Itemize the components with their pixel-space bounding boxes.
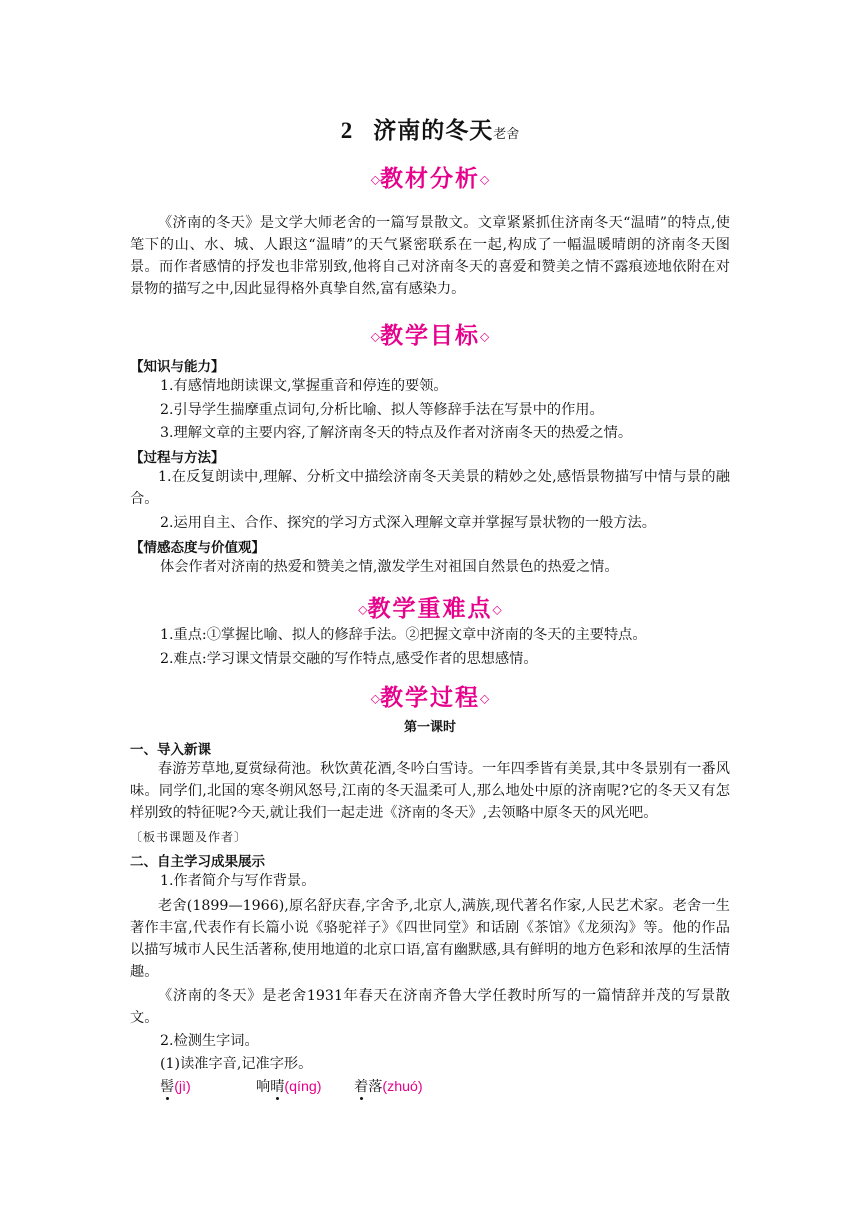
intro-paragraph: 春游芳草地,夏赏绿荷池。秋饮黄花酒,冬吟白雪诗。一年四季皆有美景,其中冬景别有一番风味。同学们,北国的寒冬朔风怒号,江南的冬天温柔可人,那么地处中原的济南呢?它的冬天又有怎样别致的特征呢?今天,就让我们一起走进《济南的冬天》,去领略中原冬天的风光吧。 [130,761,730,821]
vocab-item [354,1076,423,1096]
process-item: 1.作者简介与写作背景。 [160,873,316,889]
vocab-char: 落 [368,1079,383,1095]
vocab-pinyin: (zhuó) [382,1079,423,1095]
diamond-icon: ◇ [370,329,380,344]
emotion-heading: 【情感态度与价值观】 [130,540,265,556]
key-point-item: 1.重点:①掌握比喻、拟人的修辞手法。②把握文章中济南的冬天的主要特点。 [160,627,647,643]
section-heading-key-points: ◇教学重难点◇ [358,596,502,622]
goal-item: 体会作者对济南的热爱和赞美之情,激发学生对祖国自然景色的热爱之情。 [160,559,619,575]
vocab-pinyin: (qíng) [284,1079,322,1095]
vocab-item [256,1076,321,1096]
section-heading-goals: ◇教学目标◇ [370,323,490,349]
section-heading-analysis: ◇教材分析◇ [370,166,490,192]
background-paragraph: 《济南的冬天》是老舍1931年春天在济南齐鲁大学任教时所写的一篇情辞并茂的写景散文。 [130,988,730,1026]
section-heading-process: ◇教学过程◇ [370,685,490,711]
part2-heading: 二、自主学习成果展示 [130,854,265,870]
vocab-pinyin: (jì) [174,1079,191,1095]
board-note: 〔板书课题及作者〕 [130,830,248,844]
lesson-title: 济南的冬天 [373,118,494,144]
lesson-period: 第一课时 [403,720,456,735]
vocab-char: 髻 [160,1079,175,1095]
process-item: (1)读准字音,记准字形。 [160,1056,313,1072]
vocab-char: 响 [256,1079,271,1095]
diamond-icon: ◇ [370,691,380,706]
goal-item: 2.引导学生揣摩重点词句,分析比喻、拟人等修辞手法在写景中的作用。 [160,402,604,418]
key-point-item: 2.难点:学习课文情景交融的写作特点,感受作者的思想感情。 [160,651,538,667]
goal-item: 1.在反复朗读中,理解、分析文中描绘济南冬天美景的精妙之处,感悟景物描写中情与景的融合。 [130,469,730,507]
part1-heading: 一、导入新课 [130,742,211,758]
page-title [130,112,730,145]
diamond-icon: ◇ [370,172,380,187]
process-item: 2.检测生字词。 [160,1033,259,1049]
vocab-item [160,1076,191,1096]
vocab-char: 晴 [270,1079,285,1095]
diamond-icon: ◇ [492,602,502,617]
goal-item: 1.有感情地朗读课文,掌握重音和停连的要领。 [160,378,448,394]
goal-item: 2.运用自主、合作、探究的学习方式深入理解文章并掌握写景状物的一般方法。 [160,515,656,531]
goal-item: 3.理解文章的主要内容,了解济南冬天的特点及作者对济南冬天的热爱之情。 [160,425,633,441]
diamond-icon: ◇ [480,691,490,706]
diamond-icon: ◇ [480,172,490,187]
lesson-number: 2 [340,118,354,143]
knowledge-heading: 【知识与能力】 [130,359,225,375]
author-bio-paragraph: 老舍(1899—1966),原名舒庆春,字舍予,北京人,满族,现代著名作家,人民艺术家。老舍一生著作丰富,代表作有长篇小说《骆驼祥子》《四世同堂》和话剧《茶馆》《龙须沟》等。他的作品以描写城市人民生活著称,使用地道的北京口语,富有幽默感,具有鲜明的地方色彩和浓厚的生活情趣。 [130,898,730,980]
author-name: 老舍 [493,127,520,142]
diamond-icon: ◇ [358,602,368,617]
analysis-paragraph: 《济南的冬天》是文学大师老舍的一篇写景散文。文章紧紧抓住济南冬天“温晴”的特点,使笔下的山、水、城、人跟这“温晴”的天气紧密联系在一起,构成了一幅温暖晴朗的济南冬天图景。而作者感情的抒发也非常别致,他将自己对济南冬天的喜爱和赞美之情不露痕迹地依附在对景物的描写之中,因此显得格外真挚自然,富有感染力。 [130,215,730,297]
vocab-char: 着 [354,1079,369,1095]
diamond-icon: ◇ [480,329,490,344]
process-method-heading: 【过程与方法】 [130,450,225,466]
